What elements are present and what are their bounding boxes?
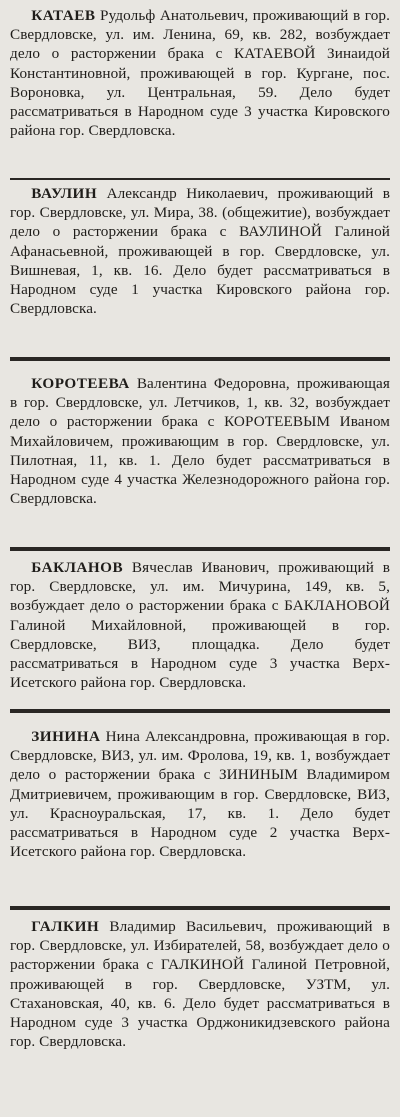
notice-koroteeva <box>10 374 390 508</box>
notice-surname: БАКЛАНОВ <box>31 559 124 576</box>
divider-rule <box>10 547 390 551</box>
notice-zinina <box>10 727 390 861</box>
notice-text: Владимир Васильевич, проживающий в гор. Свердловске, ул. Избирателей, 58, возбуждает дело о расторжении брака с ГАЛКИНОЙ Галиной Петровной, проживающей в гор. Свердловске, УЗТМ, ул. Стахановская, 40, кв. 6. Дело будет рассматриваться в Народном суде 3 участка Орджоникидзевского района гор. Свердловска. <box>10 918 390 1051</box>
notice-baklanov <box>10 558 390 692</box>
notice-surname: ГАЛКИН <box>31 918 100 935</box>
notice-surname: ВАУЛИН <box>31 185 98 202</box>
divider-rule <box>10 357 390 361</box>
divider-rule <box>10 709 390 713</box>
notice-kataev <box>10 6 390 140</box>
notice-galkin <box>10 917 390 1051</box>
notice-text: Александр Николаевич, проживающий в гор. Свердловске, ул. Мира, 38. (общежитие), возбуждает дело о расторжении брака с ВАУЛИНОЙ Галиной Афанасьевной, проживающей в гор. Свердловске, ул. Вишневая, 1, кв. 16. Дело будет рассматриваться в Народном суде 1 участка Кировского района гор. Свердловска. <box>10 185 390 318</box>
notice-text: Вячеслав Иванович, проживающий в гор. Свердловске, ул. им. Мичурина, 149, кв. 5, возбуждает дело о расторжении брака с БАКЛАНОВОЙ Галиной Михайловной, проживающей в гор. Свердловске, ВИЗ, площадка. Дело будет рассматриваться в Народном суде 3 участка Верх-Исетского района гор. Свердловска. <box>10 559 390 692</box>
notice-vaulin <box>10 184 390 318</box>
divider-rule <box>10 178 390 180</box>
notice-text: Валентина Федоровна, проживающая в гор. Свердловске, ул. Летчиков, 1, кв. 32, возбуждает дело о расторжении брака с КОРОТЕЕВЫМ Иваном Михайловичем, проживающим в гор. Свердловске, ул. Пилотная, 11, кв. 1. Дело будет рассматриваться в Народном суде 4 участка Железнодорожного района гор. Свердловска. <box>10 375 390 508</box>
divider-rule <box>10 906 390 910</box>
notice-surname: КАТАЕВ <box>31 7 96 24</box>
notice-text: Рудольф Анатольевич, проживающий в гор. Свердловске, ул. им. Ленина, 69, кв. 282, возбуждает дело о расторжении брака с КАТАЕВОЙ Зинаидой Константиновной, проживающей в гор. Кургане, пос. Вороновка, ул. Центральная, 59. Дело будет рассматриваться в Народном суде 3 участка Кировского района гор. Свердловска. <box>10 7 390 140</box>
notice-surname: ЗИНИНА <box>31 728 101 745</box>
notice-text: Нина Александровна, проживающая в гор. Свердловске, ВИЗ, ул. им. Фролова, 19, кв. 1, возбуждает дело о расторжении брака с ЗИНИНЫМ Владимиром Дмитриевичем, проживающим в гор. Свердловске, ВИЗ, ул. Красноуральская, 17, кв. 1. Дело будет рассматриваться в Народном суде 2 участка Верх-Исетского района гор. Свердловска. <box>10 728 390 861</box>
notice-surname: КОРОТЕЕВА <box>31 375 130 392</box>
